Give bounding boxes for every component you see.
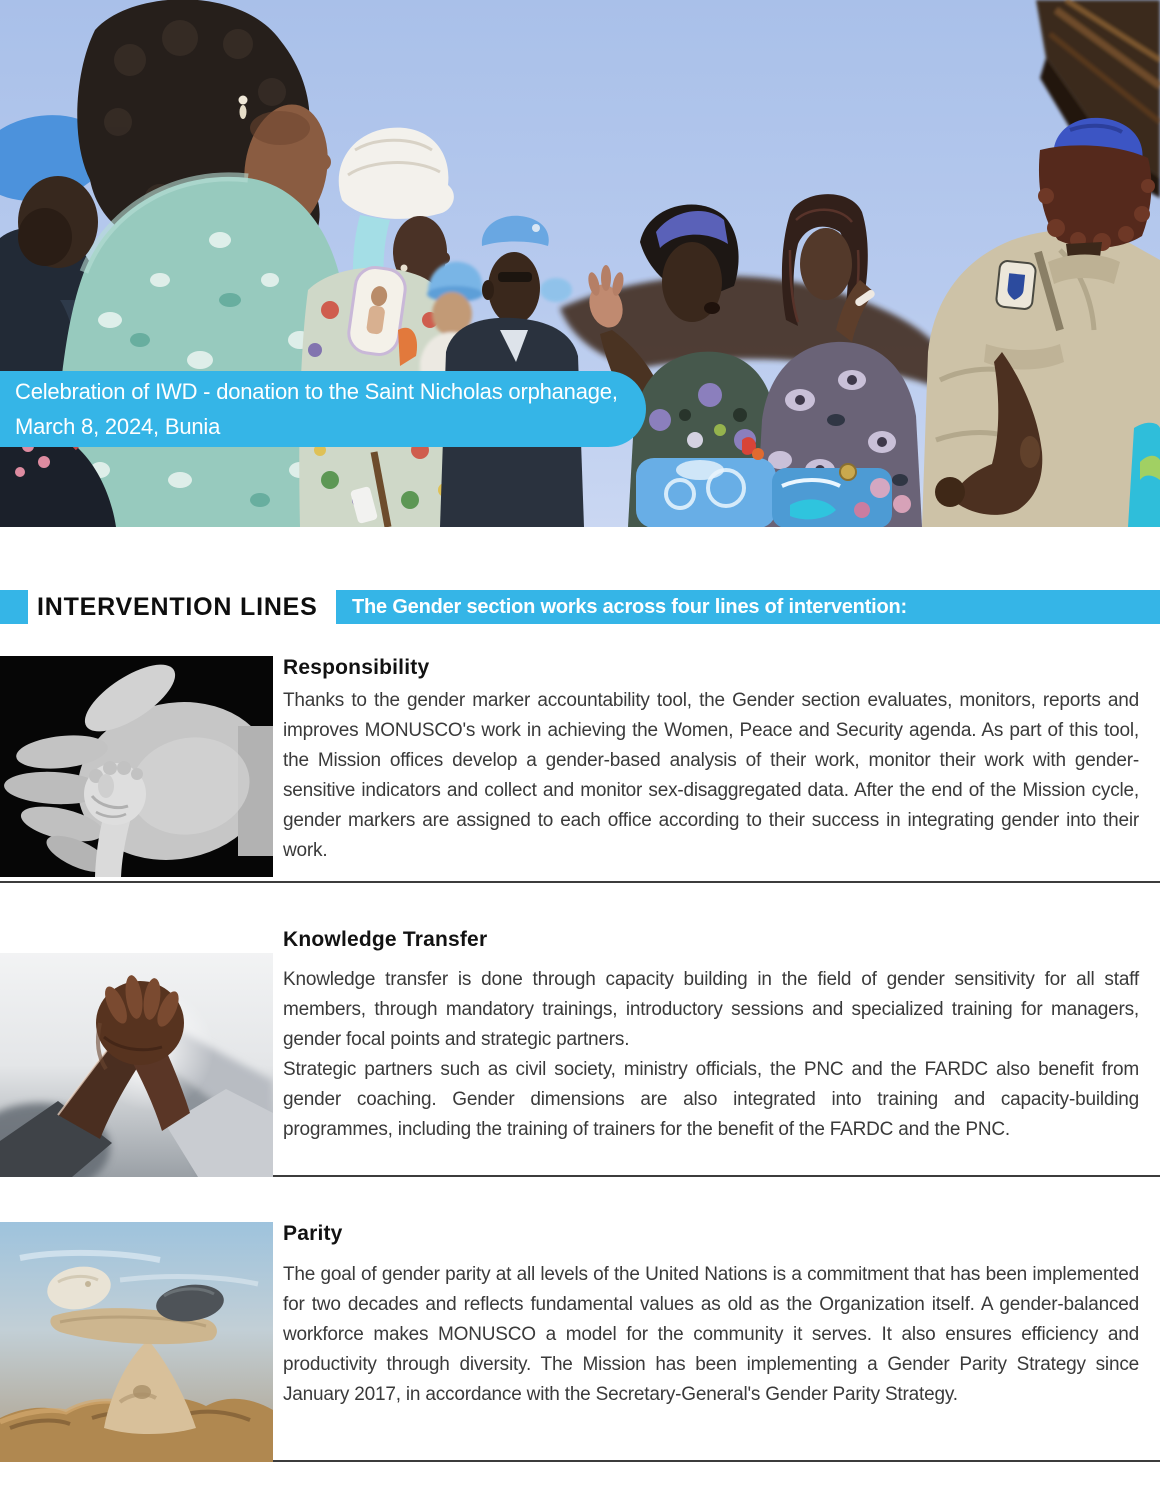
section-responsibility (0, 656, 1160, 883)
section-paragraph: Thanks to the gender marker accountability tool, the Gender section evaluates, monitors, reports and improves MONUSCO's work in achieving the Women, Peace and Security agenda. As part of this tool, the Mission offices develop a gender-based analysis of their work, monitor their work with gender-sensitive indicators and collect and monitor sex-disaggregated data. After the end of the Mission cycle, gender markers are assigned to each office according to their success in integrating gender into their work. (283, 690, 1139, 861)
intervention-lines-title: INTERVENTION LINES (37, 592, 318, 621)
section-paragraph: Knowledge transfer is done through capacity building in the field of gender sensitivity for all staff members, through mandatory trainings, introductory sessions and specialized training for managers, gender focal points and strategic partners. (283, 969, 1139, 1050)
section-heading: Responsibility (283, 656, 430, 679)
accent-square (0, 590, 28, 624)
section-paragraph: The goal of gender parity at all levels of the United Nations is a commitment that has been implemented for two decades and reflects fundamental values as old as the Organization itself. A gender-balanced workforce makes MONUSCO a model for the community it serves. It also ensures efficiency and productivity through diversity. The Mission has been implementing a Gender Parity Strategy since January 2017, in accordance with the Secretary-General's Gender Parity Strategy. (283, 1264, 1139, 1405)
iwd-celebration-photo-illustration (0, 0, 1160, 527)
clasped-hands-image (0, 953, 273, 1177)
photo-caption-banner (0, 371, 646, 447)
hero-photo (0, 0, 1160, 527)
photo-caption-line2: March 8, 2024, Bunia (15, 414, 221, 439)
intervention-banner (336, 590, 1160, 624)
section-knowledge-transfer (0, 928, 1160, 1177)
adult-baby-hands-image (0, 656, 273, 877)
balanced-stones-image (0, 1222, 273, 1462)
photo-caption-line1: Celebration of IWD - donation to the Saint Nicholas orphanage, (15, 379, 618, 404)
intervention-banner-text: The Gender section works across four lines of intervention: (352, 595, 907, 618)
section-parity (0, 1222, 1160, 1462)
section-heading: Knowledge Transfer (283, 928, 488, 951)
section-paragraph: Strategic partners such as civil society, ministry officials, the PNC and the FARDC also benefit from gender coaching. Gender dimensions are also integrated into training and capacity-building programmes, including the training of trainers for the benefit of the FARDC and the PNC. (283, 1059, 1139, 1140)
section-heading: Parity (283, 1222, 343, 1245)
